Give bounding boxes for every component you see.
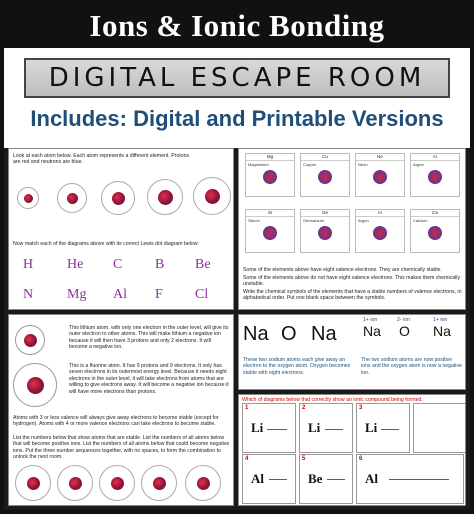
lewis-b: B xyxy=(155,257,165,272)
transfer-arrow xyxy=(269,479,287,480)
element-card xyxy=(300,209,350,253)
label-1plus-left: 1+ ion xyxy=(363,317,378,323)
lewis-h: H xyxy=(23,257,34,272)
cell-number: 6 xyxy=(359,456,363,462)
element-card xyxy=(355,209,405,253)
panel-atoms-lewis xyxy=(8,148,234,310)
element-card-header: Cu xyxy=(301,154,349,161)
atom-b xyxy=(57,465,93,501)
element-name: Argon xyxy=(413,162,424,167)
cell-symbol: Al xyxy=(251,471,264,486)
cell-number: 4 xyxy=(245,456,249,462)
fluorine-atom xyxy=(13,363,57,407)
atom-c xyxy=(99,465,135,501)
element-card-header: Ge xyxy=(301,210,349,217)
element-nucleus xyxy=(373,170,387,184)
formula-o-left: O xyxy=(281,323,297,345)
label-1plus-right: 1+ ion xyxy=(433,317,448,323)
lithium-atom xyxy=(15,325,45,355)
element-card xyxy=(300,153,350,197)
includes-label: Includes: Digital and Printable Versions xyxy=(30,106,444,131)
cell-number: 2 xyxy=(302,405,306,411)
diagram-cell-3 xyxy=(356,403,410,453)
escape-room-label: DIGITAL ESCAPE ROOM xyxy=(48,63,426,93)
element-card xyxy=(410,153,460,197)
valence-rule-text: Atoms with 3 or less valence will always give away electrons to become stable (except for hydrogen). Atoms with 4 or more valence electrons can take electrons to become stable. xyxy=(13,415,219,428)
caption-left: These two sodium atoms each give away an electron to the oxygen atom. Oxygen becomes stable with eight electrons. xyxy=(243,357,351,376)
element-card xyxy=(245,209,295,253)
cell-symbol: Li xyxy=(308,420,321,435)
transfer-arrow xyxy=(381,429,399,430)
cell-number: 5 xyxy=(302,456,306,462)
element-nucleus xyxy=(263,226,277,240)
atom-3 xyxy=(101,181,135,215)
lithium-text: This lithium atom, with only one electron in the outer level, will give its outer electron to other atoms. This will make lithium a negative ion because it will then have 3 protons and only 2 electrons. It will become a negative ion. xyxy=(69,325,229,351)
atom-5 xyxy=(193,177,231,215)
ion-na-right: Na xyxy=(433,323,451,339)
atom-2 xyxy=(57,183,87,213)
lewis-f: F xyxy=(155,287,163,302)
lewis-n: N xyxy=(23,287,34,302)
cell-symbol: Li xyxy=(365,420,378,435)
element-card-header: Ar xyxy=(356,210,404,217)
panel-element-cards xyxy=(238,148,466,310)
element-card xyxy=(410,209,460,253)
fluorine-text: This is a fluorine atom. It has 9 protons and 9 electrons. It only has seven electrons in its outermost energy level. Because it needs eight electrons in the outer level, it will take electrons from atoms that are willing to give electrons away. It will become a negative ion because it will have more electrons than protons. xyxy=(69,363,229,395)
panel-ions-explanation xyxy=(8,314,234,506)
note-3: Write the chemical symbols of the elements that have a stable numbers of valence electrons, in alphabetical order. Put one blank space between the symbols. xyxy=(243,289,462,302)
lewis-mg: Mg xyxy=(67,287,87,302)
diagram-cell-7 xyxy=(413,403,466,453)
atom-d xyxy=(141,465,177,501)
element-name: Neon xyxy=(358,162,368,167)
diagram-cell-1 xyxy=(242,403,296,453)
element-nucleus xyxy=(373,226,387,240)
element-card xyxy=(355,153,405,197)
ion-na-left: Na xyxy=(363,323,381,339)
page-title: Ions & Ionic Bonding xyxy=(89,8,385,43)
formula-na-right: Na xyxy=(311,323,337,345)
label-2minus: 2- ion xyxy=(397,317,410,323)
cell-symbol: Be xyxy=(308,471,323,486)
lewis-he: He xyxy=(67,257,84,272)
instruction-text: Now match each of the diagrams above with its correct Lewis dot diagram below: xyxy=(13,241,199,247)
cell-symbol: Al xyxy=(365,471,378,486)
title-bar xyxy=(4,4,470,48)
panel-ionic-diagrams xyxy=(238,394,466,506)
transfer-arrow xyxy=(389,479,449,480)
element-nucleus xyxy=(318,170,332,184)
intro-text: Look at each atom below. Each atom represents a different element. Protons are red and neutrons are blue. xyxy=(13,153,190,166)
element-card-header: Ne xyxy=(356,154,404,161)
element-card-header: Mg xyxy=(246,154,294,161)
element-card xyxy=(245,153,295,197)
element-name: Copper xyxy=(303,162,317,167)
element-name: Silicon xyxy=(248,218,260,223)
cell-number: 1 xyxy=(245,405,249,411)
atom-e xyxy=(185,465,221,501)
panel-sodium-oxide xyxy=(238,314,466,390)
element-nucleus xyxy=(318,226,332,240)
transfer-arrow xyxy=(267,429,287,430)
element-name: Argon xyxy=(358,218,369,223)
caption-right: The two sodium atoms are now positive ions and the oxygen atom is now a negative ion. xyxy=(361,357,462,376)
element-card-header: Si xyxy=(246,210,294,217)
diagrams-header: Which of diagrams below that correctly show an ionic compound being formed. xyxy=(242,397,423,403)
lewis-be: Be xyxy=(195,257,211,272)
note-2: Some of the elements above do not have eight valence electrons. This makes them chemically unstable. xyxy=(243,275,461,288)
element-name: Calcium xyxy=(413,218,428,223)
diagram-cell-2 xyxy=(299,403,353,453)
cell-symbol: Li xyxy=(251,420,264,435)
atom-1 xyxy=(17,187,39,209)
atom-a xyxy=(15,465,51,501)
note-1: Some of the elements above have eight valence electrons. They are chemically stable. xyxy=(243,267,442,273)
lewis-c: C xyxy=(113,257,123,272)
element-nucleus xyxy=(428,226,442,240)
element-name: Magnesium xyxy=(248,162,269,167)
transfer-arrow xyxy=(327,479,345,480)
element-name: Germanium xyxy=(303,218,324,223)
escape-room-box xyxy=(24,58,450,98)
atom-4 xyxy=(147,179,183,215)
element-nucleus xyxy=(263,170,277,184)
lewis-al: Al xyxy=(113,287,127,302)
element-card-header: Ca xyxy=(411,210,459,217)
ion-o: O xyxy=(399,323,410,339)
cell-number: 3 xyxy=(359,405,363,411)
transfer-arrow xyxy=(325,429,343,430)
formula-na-left: Na xyxy=(243,323,269,345)
element-nucleus xyxy=(428,170,442,184)
element-card-header: Ar xyxy=(411,154,459,161)
lewis-cl: Cl xyxy=(195,287,209,302)
banner xyxy=(4,48,470,148)
combination-instructions: List the numbers below that show atoms that are stable. List the numbers of all atoms below that will become positive ions. List the numbers of all atoms below that could become negative ions. Put the three number sequences together, with no spaces, to form the combination to unlock the next room. xyxy=(13,435,230,461)
